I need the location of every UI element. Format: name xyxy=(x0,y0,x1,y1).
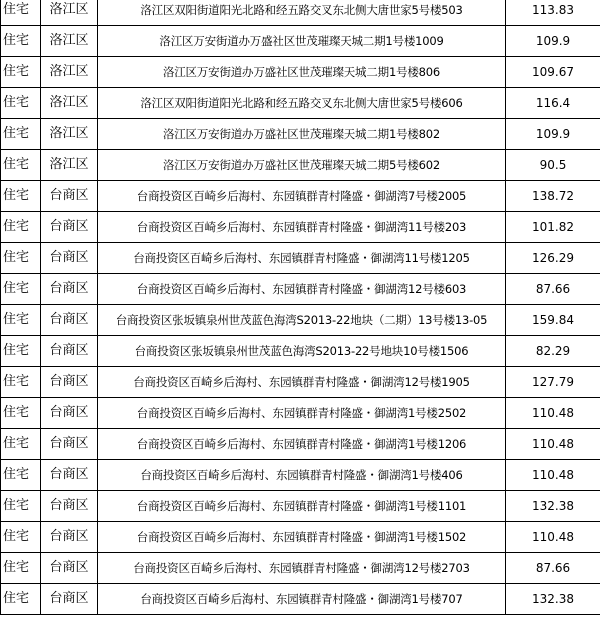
address-cell: 洛江区双阳街道阳光北路和经五路交叉东北侧大唐世家5号楼606 xyxy=(98,88,506,119)
table-row xyxy=(1,491,600,522)
table-row xyxy=(1,305,600,336)
area-cell: 82.29 xyxy=(506,336,600,367)
table-row xyxy=(1,553,600,584)
district-cell: 洛江区 xyxy=(41,119,98,150)
table-row xyxy=(1,212,600,243)
district-cell: 洛江区 xyxy=(41,150,98,181)
property-type-cell: 住宅 xyxy=(1,26,41,57)
address-cell: 洛江区万安街道办万盛社区世茂璀璨天城二期1号楼806 xyxy=(98,57,506,88)
property-type-cell: 住宅 xyxy=(1,212,41,243)
area-cell: 132.38 xyxy=(506,491,600,522)
property-type-cell: 住宅 xyxy=(1,119,41,150)
area-cell: 87.66 xyxy=(506,274,600,305)
table-row xyxy=(1,460,600,491)
address-cell: 台商投资区百崎乡后海村、东园镇群青村隆盛・御湖湾11号楼1205 xyxy=(98,243,506,274)
address-cell: 台商投资区百崎乡后海村、东园镇群青村隆盛・御湖湾12号楼603 xyxy=(98,274,506,305)
area-cell: 109.67 xyxy=(506,57,600,88)
table-row xyxy=(1,88,600,119)
address-cell: 台商投资区张坂镇泉州世茂蓝色海湾S2013-22号地块10号楼1506 xyxy=(98,336,506,367)
table-row xyxy=(1,584,600,615)
area-cell: 138.72 xyxy=(506,181,600,212)
address-cell: 台商投资区百崎乡后海村、东园镇群青村隆盛・御湖湾1号楼2502 xyxy=(98,398,506,429)
area-cell: 90.5 xyxy=(506,150,600,181)
address-cell: 台商投资区百崎乡后海村、东园镇群青村隆盛・御湖湾1号楼707 xyxy=(98,584,506,615)
area-cell: 110.48 xyxy=(506,522,600,553)
district-cell: 台商区 xyxy=(41,243,98,274)
district-cell: 台商区 xyxy=(41,584,98,615)
property-type-cell: 住宅 xyxy=(1,57,41,88)
address-cell: 洛江区万安街道办万盛社区世茂璀璨天城二期1号楼802 xyxy=(98,119,506,150)
property-type-cell: 住宅 xyxy=(1,181,41,212)
table-row xyxy=(1,243,600,274)
area-cell: 109.9 xyxy=(506,119,600,150)
area-cell: 127.79 xyxy=(506,367,600,398)
district-cell: 台商区 xyxy=(41,212,98,243)
table-row xyxy=(1,119,600,150)
address-cell: 台商投资区百崎乡后海村、东园镇群青村隆盛・御湖湾12号楼1905 xyxy=(98,367,506,398)
address-cell: 洛江区万安街道办万盛社区世茂璀璨天城二期1号楼1009 xyxy=(98,26,506,57)
property-type-cell: 住宅 xyxy=(1,305,41,336)
property-type-cell: 住宅 xyxy=(1,398,41,429)
district-cell: 台商区 xyxy=(41,553,98,584)
area-cell: 110.48 xyxy=(506,429,600,460)
district-cell: 台商区 xyxy=(41,429,98,460)
property-type-cell: 住宅 xyxy=(1,336,41,367)
table-row xyxy=(1,522,600,553)
address-cell: 台商投资区百崎乡后海村、东园镇群青村隆盛・御湖湾7号楼2005 xyxy=(98,181,506,212)
address-cell: 台商投资区百崎乡后海村、东园镇群青村隆盛・御湖湾12号楼2703 xyxy=(98,553,506,584)
table-row xyxy=(1,367,600,398)
address-cell: 台商投资区百崎乡后海村、东园镇群青村隆盛・御湖湾1号楼1502 xyxy=(98,522,506,553)
area-cell: 132.38 xyxy=(506,584,600,615)
property-type-cell: 住宅 xyxy=(1,522,41,553)
property-type-cell: 住宅 xyxy=(1,491,41,522)
table-row xyxy=(1,429,600,460)
area-cell: 113.83 xyxy=(506,0,600,26)
area-cell: 109.9 xyxy=(506,26,600,57)
table-row xyxy=(1,57,600,88)
area-cell: 159.84 xyxy=(506,305,600,336)
property-type-cell: 住宅 xyxy=(1,367,41,398)
district-cell: 台商区 xyxy=(41,522,98,553)
area-cell: 126.29 xyxy=(506,243,600,274)
property-type-cell: 住宅 xyxy=(1,553,41,584)
property-type-cell: 住宅 xyxy=(1,584,41,615)
area-cell: 116.4 xyxy=(506,88,600,119)
address-cell: 台商投资区百崎乡后海村、东园镇群青村隆盛・御湖湾11号楼203 xyxy=(98,212,506,243)
address-cell: 台商投资区百崎乡后海村、东园镇群青村隆盛・御湖湾1号楼1206 xyxy=(98,429,506,460)
table-row xyxy=(1,274,600,305)
address-cell: 洛江区万安街道办万盛社区世茂璀璨天城二期5号楼602 xyxy=(98,150,506,181)
district-cell: 台商区 xyxy=(41,336,98,367)
table-row xyxy=(1,150,600,181)
district-cell: 台商区 xyxy=(41,274,98,305)
area-cell: 101.82 xyxy=(506,212,600,243)
area-cell: 110.48 xyxy=(506,460,600,491)
district-cell: 台商区 xyxy=(41,460,98,491)
address-cell: 台商投资区百崎乡后海村、东园镇群青村隆盛・御湖湾1号楼1101 xyxy=(98,491,506,522)
table-body xyxy=(1,0,600,615)
property-type-cell: 住宅 xyxy=(1,243,41,274)
table-row xyxy=(1,336,600,367)
address-cell: 洛江区双阳街道阳光北路和经五路交叉东北侧大唐世家5号楼503 xyxy=(98,0,506,26)
address-cell: 台商投资区张坂镇泉州世茂蓝色海湾S2013-22地块（二期）13号楼13-05 xyxy=(98,305,506,336)
address-cell: 台商投资区百崎乡后海村、东园镇群青村隆盛・御湖湾1号楼406 xyxy=(98,460,506,491)
district-cell: 台商区 xyxy=(41,367,98,398)
district-cell: 台商区 xyxy=(41,305,98,336)
property-type-cell: 住宅 xyxy=(1,460,41,491)
district-cell: 洛江区 xyxy=(41,57,98,88)
property-type-cell: 住宅 xyxy=(1,88,41,119)
area-cell: 110.48 xyxy=(506,398,600,429)
district-cell: 洛江区 xyxy=(41,0,98,26)
area-cell: 87.66 xyxy=(506,553,600,584)
property-type-cell: 住宅 xyxy=(1,0,41,26)
property-type-cell: 住宅 xyxy=(1,274,41,305)
district-cell: 台商区 xyxy=(41,491,98,522)
district-cell: 台商区 xyxy=(41,398,98,429)
district-cell: 洛江区 xyxy=(41,88,98,119)
table-row xyxy=(1,26,600,57)
table-row xyxy=(1,181,600,212)
table-row xyxy=(1,398,600,429)
property-type-cell: 住宅 xyxy=(1,429,41,460)
property-type-cell: 住宅 xyxy=(1,150,41,181)
table-row xyxy=(1,0,600,26)
district-cell: 台商区 xyxy=(41,181,98,212)
district-cell: 洛江区 xyxy=(41,26,98,57)
